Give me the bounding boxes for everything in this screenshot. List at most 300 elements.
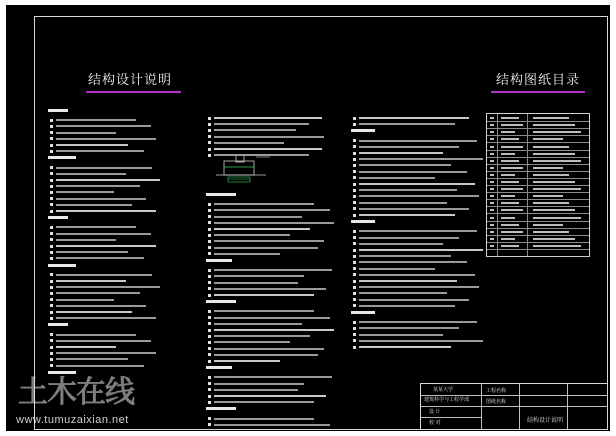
note-bullet (208, 129, 211, 132)
note-line (359, 140, 477, 142)
note-bullet (353, 346, 356, 349)
note-line (359, 177, 435, 179)
note-line (56, 317, 156, 319)
index-table-cell (501, 153, 515, 155)
section-heading (351, 311, 375, 314)
note-line (359, 230, 477, 232)
note-bullet (353, 145, 356, 148)
note-bullet (50, 197, 53, 200)
drawing-name: 结构设计说明 (527, 417, 564, 424)
note-bullet (50, 251, 53, 254)
note-line (214, 247, 318, 249)
note-line (56, 167, 152, 169)
index-table-cell (490, 209, 494, 211)
note-line (359, 261, 467, 263)
index-table-cell (490, 195, 494, 197)
note-line (56, 280, 126, 282)
note-line (214, 240, 324, 242)
note-bullet (353, 261, 356, 264)
note-line (56, 346, 116, 348)
note-bullet (50, 286, 53, 289)
note-line (359, 171, 467, 173)
note-line (214, 354, 318, 356)
note-bullet (50, 358, 53, 361)
note-line (214, 203, 314, 205)
note-bullet (208, 215, 211, 218)
school-name: 某某大学 (433, 387, 454, 393)
index-table-row (487, 242, 589, 243)
note-bullet (50, 317, 53, 320)
note-bullet (50, 339, 53, 342)
note-bullet (353, 339, 356, 342)
note-line (359, 202, 447, 204)
note-line (214, 288, 326, 290)
note-bullet (353, 164, 356, 167)
index-table-cell (533, 167, 563, 169)
section-heading (206, 259, 232, 262)
note-line (214, 142, 284, 144)
note-line (359, 237, 459, 239)
note-line (359, 117, 469, 119)
note-bullet (353, 189, 356, 192)
index-table-row (487, 228, 589, 229)
note-bullet (353, 242, 356, 245)
design-notes-underline (86, 91, 181, 93)
section-heading (48, 264, 76, 267)
note-bullet (353, 249, 356, 252)
watermark-url: www.tumuzaixian.net (16, 414, 129, 426)
note-bullet (50, 352, 53, 355)
note-line (214, 360, 280, 362)
index-table-cell (533, 174, 569, 176)
index-table-cell (533, 238, 575, 240)
index-table-cell (501, 195, 515, 197)
note-bullet (208, 246, 211, 249)
note-bullet (208, 287, 211, 290)
index-table-row (487, 128, 589, 129)
note-line (56, 245, 156, 247)
index-table-row (487, 121, 589, 122)
note-line (359, 189, 457, 191)
note-line (359, 208, 469, 210)
index-table-cell (533, 224, 563, 226)
index-table-cell (490, 131, 494, 133)
note-line (359, 195, 479, 197)
note-line (214, 117, 322, 119)
note-bullet (208, 360, 211, 363)
note-line (214, 348, 324, 350)
note-bullet (50, 172, 53, 175)
note-bullet (353, 123, 356, 126)
note-line (56, 239, 116, 241)
detail-sketch (216, 155, 271, 185)
note-line (359, 152, 443, 154)
index-table-row (487, 206, 589, 207)
index-table-cell (490, 117, 494, 119)
section-heading (48, 216, 68, 219)
note-line (359, 183, 475, 185)
note-bullet (50, 125, 53, 128)
index-table-row (487, 249, 589, 250)
index-table-row (487, 192, 589, 193)
drawing-label: 图纸名称 (486, 399, 507, 405)
note-line (56, 173, 126, 175)
note-bullet (50, 203, 53, 206)
note-line (56, 210, 156, 212)
index-table-cell (533, 117, 569, 119)
note-bullet (208, 275, 211, 278)
note-bullet (50, 179, 53, 182)
note-bullet (353, 298, 356, 301)
note-line (56, 274, 152, 276)
note-bullet (208, 123, 211, 126)
note-bullet (50, 232, 53, 235)
note-bullet (208, 322, 211, 325)
note-line (214, 341, 290, 343)
note-bullet (50, 292, 53, 295)
note-bullet (353, 267, 356, 270)
note-bullet (50, 364, 53, 367)
index-table-cell (490, 224, 494, 226)
note-line (56, 340, 151, 342)
index-table-cell (501, 238, 515, 240)
title-block-divider (421, 406, 481, 407)
note-bullet (208, 382, 211, 385)
note-line (56, 144, 128, 146)
drawing-index-table (486, 113, 590, 257)
note-bullet (353, 214, 356, 217)
note-bullet (208, 395, 211, 398)
note-line (214, 234, 290, 236)
note-bullet (208, 240, 211, 243)
note-bullet (208, 117, 211, 120)
note-line (214, 323, 302, 325)
note-line (359, 255, 451, 257)
index-table-cell (533, 160, 581, 162)
index-table-cell (501, 245, 519, 247)
index-table-cell (501, 146, 523, 148)
note-bullet (50, 238, 53, 241)
index-table-cell (490, 146, 494, 148)
index-table-cell (501, 231, 523, 233)
note-bullet (208, 310, 211, 313)
note-bullet (353, 139, 356, 142)
index-table-row (487, 178, 589, 179)
note-bullet (208, 135, 211, 138)
note-bullet (208, 401, 211, 404)
note-line (359, 158, 483, 160)
note-bullet (50, 298, 53, 301)
section-heading (206, 193, 236, 196)
note-bullet (208, 281, 211, 284)
index-table-cell (533, 231, 569, 233)
index-table-cell (490, 153, 494, 155)
note-line (359, 268, 435, 270)
note-bullet (50, 210, 53, 213)
title-block-divider (481, 406, 607, 407)
section-heading (351, 129, 375, 132)
index-table-cell (490, 160, 494, 162)
index-table-cell (490, 231, 494, 233)
design-notes-title: 结构设计说明 (88, 73, 173, 88)
note-bullet (208, 329, 211, 332)
note-line (56, 125, 151, 127)
note-line (359, 286, 479, 288)
note-line (56, 119, 136, 121)
index-table-cell (501, 124, 523, 126)
index-table-row (487, 164, 589, 165)
index-table-row (487, 142, 589, 143)
note-bullet (208, 335, 211, 338)
section-heading (206, 300, 236, 303)
note-line (56, 299, 114, 301)
index-table-cell (533, 153, 575, 155)
note-line (214, 418, 314, 420)
index-table-cell (490, 124, 494, 126)
note-bullet (50, 311, 53, 314)
note-line (359, 280, 457, 282)
note-line (56, 233, 151, 235)
note-bullet (353, 158, 356, 161)
note-line (359, 299, 469, 301)
checker-label: 校 对 (429, 420, 441, 426)
note-line (214, 424, 330, 426)
note-bullet (50, 137, 53, 140)
index-table-cell (533, 181, 575, 183)
note-line (214, 395, 326, 397)
note-bullet (50, 257, 53, 260)
note-line (214, 376, 332, 378)
note-bullet (50, 119, 53, 122)
note-line (214, 401, 314, 403)
note-bullet (50, 226, 53, 229)
note-bullet (50, 346, 53, 349)
project-label: 工程名称 (486, 388, 507, 394)
index-table-cell (533, 146, 569, 148)
note-bullet (208, 294, 211, 297)
note-bullet (50, 280, 53, 283)
note-line (56, 191, 114, 193)
designer-label: 设 计 (429, 409, 441, 415)
note-line (214, 136, 324, 138)
note-bullet (353, 117, 356, 120)
section-heading (351, 220, 375, 223)
note-bullet (353, 333, 356, 336)
note-bullet (208, 316, 211, 319)
note-line (214, 222, 334, 224)
drawing-index-underline (491, 91, 585, 93)
note-bullet (208, 388, 211, 391)
note-bullet (353, 195, 356, 198)
section-heading (206, 366, 232, 369)
index-table-cell (533, 202, 569, 204)
note-line (214, 209, 330, 211)
index-table-cell (533, 188, 581, 190)
note-bullet (353, 327, 356, 330)
note-bullet (208, 234, 211, 237)
note-line (214, 317, 330, 319)
index-table-cell (490, 238, 494, 240)
note-line (56, 138, 156, 140)
note-bullet (208, 209, 211, 212)
note-line (359, 249, 483, 251)
index-table-cell (490, 188, 494, 190)
note-line (214, 269, 332, 271)
note-bullet (353, 201, 356, 204)
note-bullet (208, 423, 211, 426)
note-bullet (50, 245, 53, 248)
note-bullet (50, 191, 53, 194)
note-line (214, 216, 302, 218)
note-bullet (353, 255, 356, 258)
index-table-cell (490, 167, 494, 169)
note-bullet (208, 353, 211, 356)
note-bullet (353, 183, 356, 186)
index-table-cell (533, 195, 563, 197)
note-line (359, 321, 477, 323)
index-table-cell (501, 181, 519, 183)
index-table-row (487, 221, 589, 222)
note-line (214, 275, 304, 277)
note-bullet (353, 273, 356, 276)
index-table-cell (501, 188, 523, 190)
index-table-row (487, 135, 589, 136)
note-bullet (353, 321, 356, 324)
index-table-cell (501, 138, 519, 140)
title-block-divider (421, 417, 481, 418)
note-line (214, 154, 309, 156)
note-bullet (353, 170, 356, 173)
note-line (56, 257, 144, 259)
note-line (56, 226, 136, 228)
note-line (214, 228, 310, 230)
index-table-cell (501, 160, 519, 162)
section-heading (48, 156, 76, 159)
note-line (214, 253, 280, 255)
index-table-row (487, 199, 589, 200)
note-bullet (353, 292, 356, 295)
note-bullet (50, 304, 53, 307)
note-bullet (50, 131, 53, 134)
note-bullet (50, 166, 53, 169)
note-bullet (50, 333, 53, 336)
note-line (359, 164, 451, 166)
note-line (359, 340, 483, 342)
note-line (359, 327, 459, 329)
note-line (214, 123, 309, 125)
index-table-row (487, 150, 589, 151)
index-table-cell (490, 181, 494, 183)
note-bullet (353, 207, 356, 210)
note-bullet (208, 341, 211, 344)
note-line (56, 150, 144, 152)
note-line (56, 365, 144, 367)
note-line (214, 335, 310, 337)
note-bullet (50, 185, 53, 188)
note-line (56, 204, 132, 206)
index-table-cell (501, 167, 523, 169)
index-table-cell (501, 202, 519, 204)
note-line (359, 334, 443, 336)
index-table-cell (490, 138, 494, 140)
note-bullet (353, 152, 356, 155)
note-line (359, 123, 455, 125)
note-bullet (208, 347, 211, 350)
index-table-cell (501, 209, 523, 211)
note-line (214, 329, 334, 331)
index-table-cell (501, 131, 515, 133)
note-bullet (208, 221, 211, 224)
note-line (359, 346, 451, 348)
note-line (214, 310, 314, 312)
index-table-row (487, 171, 589, 172)
index-table-cell (501, 217, 515, 219)
note-line (56, 198, 146, 200)
note-bullet (50, 150, 53, 153)
note-line (56, 358, 128, 360)
index-table-cell (501, 174, 515, 176)
note-line (56, 185, 140, 187)
index-table-row (487, 185, 589, 186)
index-table-cell (533, 245, 581, 247)
section-heading (48, 323, 68, 326)
note-line (214, 383, 304, 385)
note-line (56, 352, 156, 354)
section-heading (48, 371, 76, 374)
note-bullet (208, 269, 211, 272)
title-block (420, 383, 608, 430)
index-table-cell (490, 245, 494, 247)
note-bullet (208, 154, 211, 157)
note-line (359, 214, 455, 216)
department-name: 建筑科学与工程学部 (424, 397, 470, 403)
note-bullet (208, 148, 211, 151)
index-table-row (487, 235, 589, 236)
note-line (56, 286, 160, 288)
note-bullet (50, 144, 53, 147)
note-bullet (208, 417, 211, 420)
note-line (214, 282, 298, 284)
drawing-index-title: 结构图纸目录 (496, 73, 581, 88)
section-heading (206, 407, 236, 410)
note-bullet (353, 286, 356, 289)
note-bullet (208, 228, 211, 231)
note-bullet (353, 176, 356, 179)
index-table-cell (533, 217, 581, 219)
index-table-cell (501, 117, 519, 119)
note-bullet (353, 236, 356, 239)
note-line (56, 334, 136, 336)
index-table-cell (533, 131, 581, 133)
note-bullet (208, 141, 211, 144)
note-line (56, 179, 160, 181)
note-line (214, 148, 322, 150)
note-line (56, 311, 132, 313)
index-table-cell (533, 209, 575, 211)
drawing-sheet (6, 5, 610, 431)
index-table-cell (533, 138, 563, 140)
note-line (359, 305, 455, 307)
index-table-cell (501, 224, 519, 226)
index-table-cell (490, 174, 494, 176)
note-line (214, 129, 296, 131)
note-line (56, 132, 116, 134)
note-line (214, 389, 298, 391)
note-bullet (353, 280, 356, 283)
note-bullet (353, 230, 356, 233)
note-bullet (208, 252, 211, 255)
index-table-cell (490, 217, 494, 219)
